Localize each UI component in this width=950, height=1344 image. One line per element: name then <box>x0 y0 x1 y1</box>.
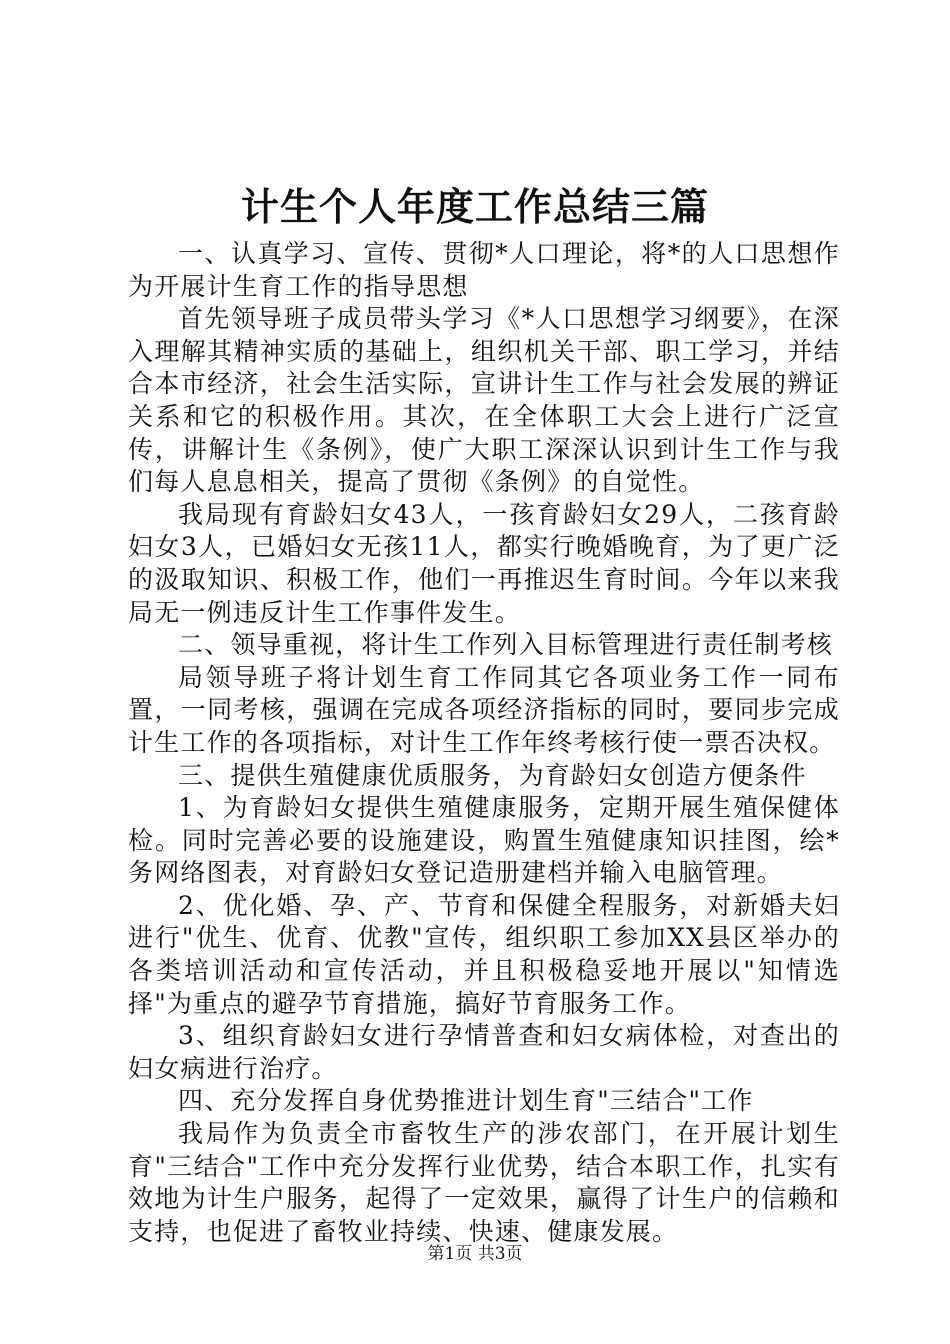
paragraph-service-3: 3、组织育龄妇女进行孕情普查和妇女病体检，对查出的妇女病进行治疗。 <box>128 1021 840 1083</box>
section-heading-1: 一、认真学习、宣传、贯彻*人口理论，将*的人口思想作为开展计生育工作的指导思想 <box>128 239 840 301</box>
section-heading-4: 四、充分发挥自身优势推进计划生育"三结合"工作 <box>178 1086 754 1116</box>
paragraph-service-1: 1、为育龄妇女提供生殖健康服务，定期开展生殖保健体检。同时完善必要的设施建设，购置生殖健康知识挂图，绘*务网络图表，对育龄妇女登记造册建档并输入电脑管理。 <box>128 793 840 888</box>
paragraph-study: 首先领导班子成员带头学习《*人口思想学习纲要》，在深入理解其精神实质的基础上，组织机关干部、职工学习，并结合本市经济，社会生活实际，宣讲计生工作与社会发展的辨证关系和它的积极作用。其次，在全体职工大会上进行广泛宣传，讲解计生《条例》，使广大职工深深认识到计生工作与我们每人息息相关，提高了贯彻《条例》的自觉性。 <box>128 304 840 497</box>
paragraph-leadership: 局领导班子将计划生育工作同其它各项业务工作一同布置，一同考核，强调在完成各项经济指标的同时，要同步完成计生工作的各项指标，对计生工作年终考核行使一票否决权。 <box>128 662 840 757</box>
paragraph-service-2: 2、优化婚、孕、产、节育和保健全程服务，对新婚夫妇进行"优生、优育、优教"宣传，组织职工参加XX县区举办的各类培训活动和宣传活动，并且积极稳妥地开展以"知情选择"为重点的避孕节育措施，搞好节育服务工作。 <box>128 890 840 1018</box>
section-heading-3: 三、提供生殖健康优质服务，为育龄妇女创造方便条件 <box>178 760 807 790</box>
paragraph-statistics: 我局现有育龄妇女43人，一孩育龄妇女29人，二孩育龄妇女3人，已婚妇女无孩11人，都实行晚婚晚育，为了更广泛的汲取知识、积极工作，他们一再推迟生育时间。今年以来我局无一例违反计生工作事件发生。 <box>128 499 840 627</box>
paragraph-advantage: 我局作为负责全市畜牧生产的涉农部门，在开展计划生育"三结合"工作中充分发挥行业优势，结合本职工作，扎实有效地为计生户服务，起得了一定效果，赢得了计生户的信赖和支持，也促进了畜牧业持续、快速、健康发展。 <box>128 1119 840 1246</box>
document-body <box>128 238 840 1248</box>
page-footer: 第1页 共3页 <box>427 1244 523 1264</box>
section-heading-2: 二、领导重视，将计生工作列入目标管理进行责任制考核 <box>178 630 834 660</box>
document-title: 计生个人年度工作总结三篇 <box>240 184 709 229</box>
